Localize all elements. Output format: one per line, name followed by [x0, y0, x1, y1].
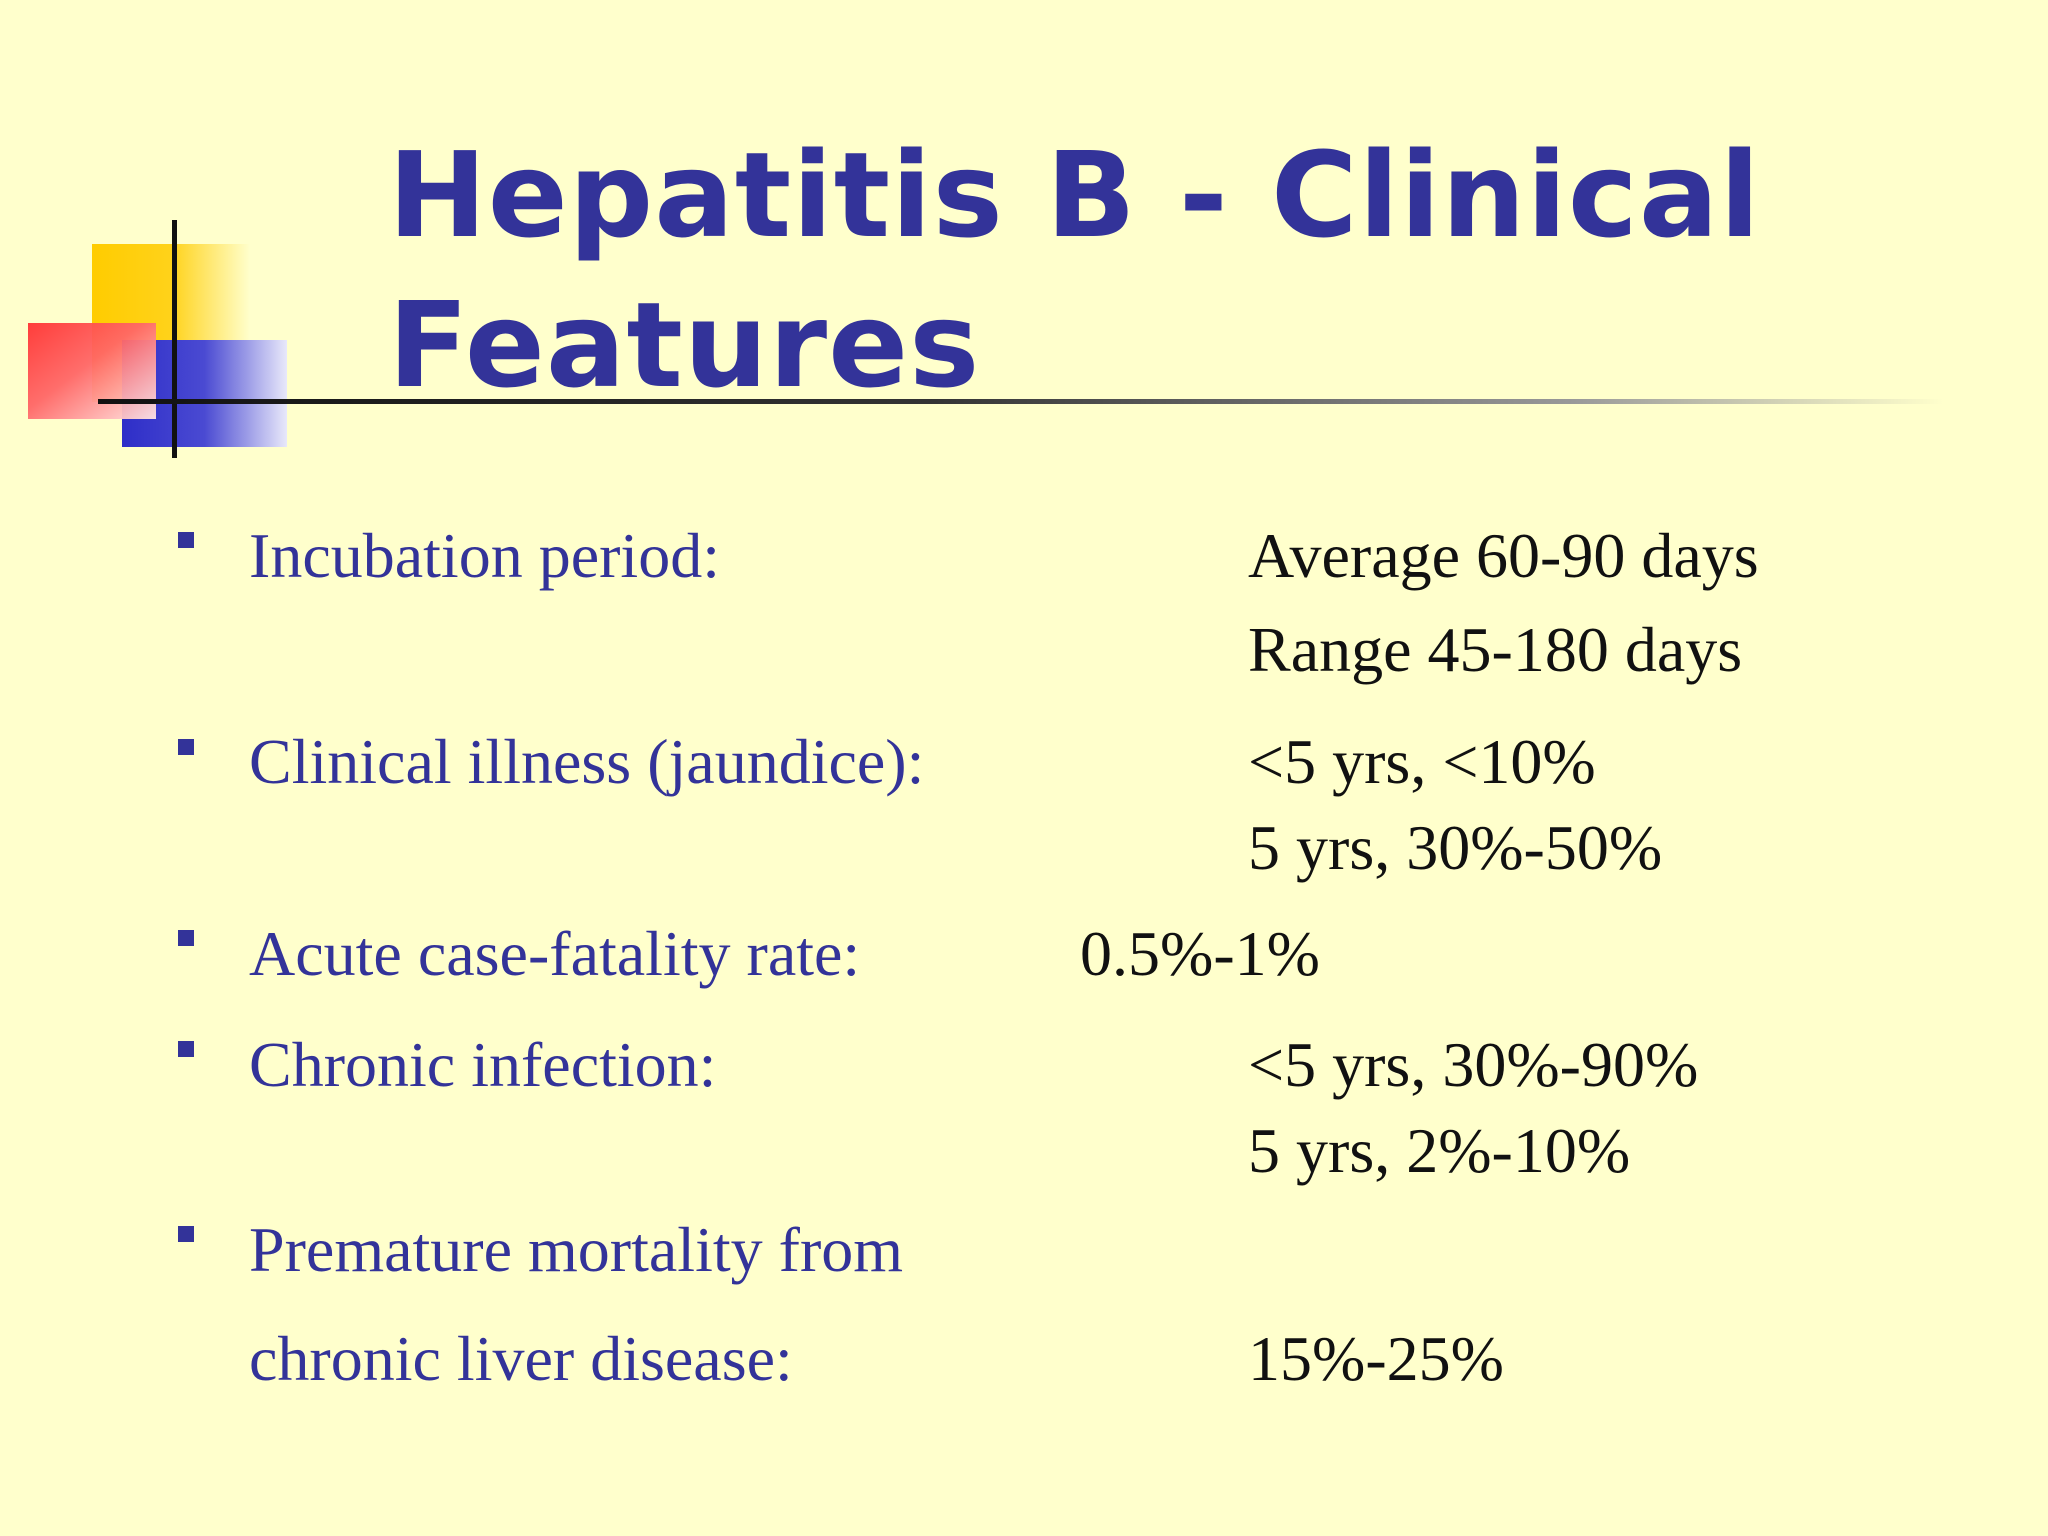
bullet-square-icon — [178, 739, 194, 755]
item-value-incubation-range: Range 45-180 days — [1248, 614, 1743, 685]
item-label-clinical-illness: Clinical illness (jaundice): — [249, 726, 925, 797]
bullet-square-icon — [178, 1226, 194, 1242]
item-label-acute-case-fatality: Acute case-fatality rate: — [249, 918, 861, 989]
bullet-square-icon — [178, 532, 194, 548]
decorative-vertical-line — [172, 220, 177, 458]
bullet-square-icon — [178, 1041, 194, 1057]
decorative-red-square — [28, 323, 156, 419]
slide-title-line-1: Hepatitis B - Clinical — [388, 126, 1761, 264]
item-value-incubation-average: Average 60-90 days — [1248, 520, 1759, 591]
item-value-chronic-infection-5-yrs: 5 yrs, 2%-10% — [1248, 1115, 1631, 1186]
item-value-premature-mortality: 15%-25% — [1248, 1323, 1504, 1394]
item-label-premature-mortality-line-2: chronic liver disease: — [249, 1323, 793, 1394]
item-value-chronic-infection-under-5: <5 yrs, 30%-90% — [1248, 1029, 1699, 1100]
slide-title — [388, 120, 1988, 420]
item-label-premature-mortality-line-1: Premature mortality from — [249, 1214, 904, 1285]
item-label-chronic-infection: Chronic infection: — [249, 1029, 717, 1100]
bullet-square-icon — [178, 930, 194, 946]
item-value-clinical-illness-5-yrs: 5 yrs, 30%-50% — [1248, 812, 1663, 883]
item-value-clinical-illness-under-5: <5 yrs, <10% — [1248, 726, 1596, 797]
slide-title-line-2: Features — [388, 276, 981, 414]
item-value-acute-case-fatality: 0.5%-1% — [1080, 918, 1320, 989]
item-label-incubation-period: Incubation period: — [249, 520, 720, 591]
